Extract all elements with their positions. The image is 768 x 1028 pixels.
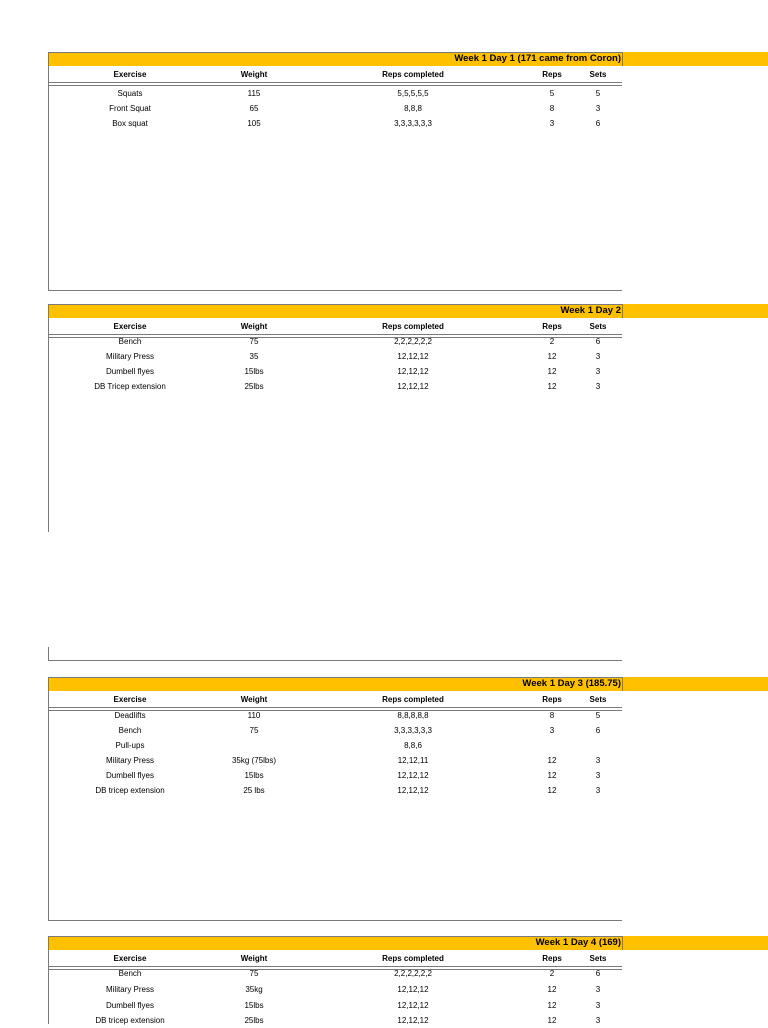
cell-reps-completed: 12,12,12 xyxy=(397,786,429,795)
day-title-bar xyxy=(48,52,768,66)
header-sets: Sets xyxy=(589,322,607,331)
cell-sets: 3 xyxy=(595,104,601,113)
cell-reps: 12 xyxy=(547,367,557,376)
day-title-bar xyxy=(48,304,768,318)
cell-sets: 3 xyxy=(595,786,601,795)
cell-exercise: Box squat xyxy=(112,119,148,128)
header-exercise: Exercise xyxy=(113,70,147,79)
title-edge-divider xyxy=(622,52,623,66)
cell-sets: 6 xyxy=(595,337,601,346)
cell-exercise: Military Press xyxy=(105,352,154,361)
header-sets: Sets xyxy=(589,70,607,79)
cell-reps-completed: 8,8,8,8,8 xyxy=(397,711,429,720)
cell-sets: 3 xyxy=(595,1016,601,1025)
cell-weight: 75 xyxy=(249,969,259,978)
cell-reps: 8 xyxy=(549,104,555,113)
cell-reps: 12 xyxy=(547,1016,557,1025)
cell-weight: 15lbs xyxy=(244,1001,264,1010)
cell-reps-completed: 12,12,12 xyxy=(397,1001,429,1010)
frame-top-border xyxy=(48,936,622,937)
day-title: Week 1 Day 4 (169) xyxy=(535,937,621,948)
cell-reps-completed: 3,3,3,3,3,3 xyxy=(394,726,432,735)
cell-weight: 35kg xyxy=(245,985,263,994)
cell-weight: 25lbs xyxy=(244,382,264,391)
cell-exercise: Military Press xyxy=(105,756,154,765)
day-title: Week 1 Day 2 xyxy=(560,305,621,316)
cell-sets xyxy=(578,738,618,753)
cell-reps: 12 xyxy=(547,771,557,780)
table-row xyxy=(48,116,622,131)
cell-weight: 105 xyxy=(247,119,261,128)
table-row xyxy=(48,982,622,997)
cell-reps: 2 xyxy=(549,969,555,978)
cell-weight: 75 xyxy=(249,726,259,735)
header-sets: Sets xyxy=(589,695,607,704)
cell-exercise: Deadlifts xyxy=(114,711,146,720)
cell-weight: 15lbs xyxy=(244,771,264,780)
title-edge-divider xyxy=(622,304,623,318)
cell-exercise: DB tricep extension xyxy=(95,1016,165,1025)
cell-weight: 115 xyxy=(247,89,261,98)
cell-weight: 15lbs xyxy=(244,367,264,376)
cell-exercise: Bench xyxy=(118,969,142,978)
cell-reps: 12 xyxy=(547,352,557,361)
column-header-row xyxy=(48,951,622,966)
cell-reps-completed: 8,8,6 xyxy=(404,741,422,750)
day-title: Week 1 Day 1 (171 came from Coron) xyxy=(454,53,621,64)
cell-reps-completed: 12,12,12 xyxy=(397,1016,429,1025)
table-row xyxy=(48,349,622,364)
header-weight: Weight xyxy=(240,70,268,79)
cell-reps: 3 xyxy=(549,119,555,128)
cell-sets: 3 xyxy=(595,352,601,361)
cell-weight: 25 lbs xyxy=(243,786,265,795)
cell-reps: 3 xyxy=(549,726,555,735)
cell-sets: 3 xyxy=(595,367,601,376)
header-exercise: Exercise xyxy=(113,695,147,704)
frame-bottom-border xyxy=(48,920,622,921)
cell-reps: 12 xyxy=(547,756,557,765)
cell-exercise: Bench xyxy=(118,337,142,346)
header-reps-completed: Reps completed xyxy=(382,954,444,963)
column-header-row xyxy=(48,67,622,82)
cell-reps: 12 xyxy=(547,985,557,994)
cell-sets: 6 xyxy=(595,119,601,128)
cell-exercise: Bench xyxy=(118,726,142,735)
table-row xyxy=(48,101,622,116)
table-row xyxy=(48,998,622,1013)
table-row xyxy=(48,768,622,783)
day-title-bar xyxy=(48,936,768,950)
cell-weight: 65 xyxy=(249,104,259,113)
cell-weight: 35 xyxy=(249,352,259,361)
title-edge-divider xyxy=(622,677,623,691)
cell-reps-completed: 12,12,12 xyxy=(397,771,429,780)
table-row xyxy=(48,364,622,379)
title-edge-divider xyxy=(622,936,623,950)
cell-reps-completed: 12,12,12 xyxy=(397,367,429,376)
cell-exercise: Military Press xyxy=(105,985,154,994)
cell-reps-completed: 2,2,2,2,2,2 xyxy=(394,337,432,346)
cell-exercise: Squats xyxy=(117,89,143,98)
table-row xyxy=(48,708,622,723)
cell-sets: 5 xyxy=(595,89,601,98)
frame-bottom-border xyxy=(48,290,622,291)
cell-weight xyxy=(212,738,296,753)
cell-reps: 5 xyxy=(549,89,555,98)
cell-sets: 6 xyxy=(595,726,601,735)
header-weight: Weight xyxy=(240,322,268,331)
cell-reps: 12 xyxy=(547,1001,557,1010)
table-row xyxy=(48,738,622,753)
table-row xyxy=(48,723,622,738)
cell-exercise: Pull-ups xyxy=(115,741,145,750)
cell-weight: 75 xyxy=(249,337,259,346)
header-sets: Sets xyxy=(589,954,607,963)
cell-sets: 3 xyxy=(595,771,601,780)
cell-reps-completed: 12,12,12 xyxy=(397,382,429,391)
cell-reps-completed: 2,2,2,2,2,2 xyxy=(394,969,432,978)
header-reps-completed: Reps completed xyxy=(382,322,444,331)
table-row xyxy=(48,753,622,768)
cell-weight: 35kg (75lbs) xyxy=(231,756,277,765)
cell-reps-completed: 12,12,12 xyxy=(397,985,429,994)
day-title-bar xyxy=(48,677,768,691)
cell-exercise: Dumbell flyes xyxy=(105,367,154,376)
cell-reps-completed: 12,12,12 xyxy=(397,352,429,361)
cell-reps xyxy=(526,738,578,753)
cell-weight: 110 xyxy=(247,711,261,720)
frame-top-border xyxy=(48,52,622,53)
cell-reps-completed: 8,8,8 xyxy=(404,104,422,113)
header-reps-completed: Reps completed xyxy=(382,695,444,704)
cell-weight: 25lbs xyxy=(244,1016,264,1025)
header-reps: Reps xyxy=(542,70,562,79)
cell-reps: 12 xyxy=(547,786,557,795)
cell-exercise: DB tricep extension xyxy=(95,786,165,795)
header-exercise: Exercise xyxy=(113,954,147,963)
column-header-row xyxy=(48,692,622,707)
cell-exercise: Front Squat xyxy=(109,104,151,113)
table-row xyxy=(48,334,622,349)
table-row xyxy=(48,783,622,798)
cell-reps-completed: 3,3,3,3,3,3 xyxy=(394,119,432,128)
cell-reps-completed: 5,5,5,5,5 xyxy=(397,89,429,98)
cell-exercise: Dumbell flyes xyxy=(105,1001,154,1010)
cell-sets: 3 xyxy=(595,756,601,765)
page-break-fragment xyxy=(48,647,622,661)
cell-reps: 8 xyxy=(549,711,555,720)
header-reps: Reps xyxy=(542,695,562,704)
day-title: Week 1 Day 3 (185.75) xyxy=(522,678,621,689)
header-weight: Weight xyxy=(240,695,268,704)
header-reps: Reps xyxy=(542,322,562,331)
cell-sets: 3 xyxy=(595,382,601,391)
cell-sets: 6 xyxy=(595,969,601,978)
cell-reps: 12 xyxy=(547,382,557,391)
frame-top-border xyxy=(48,304,622,305)
table-row xyxy=(48,966,622,981)
header-weight: Weight xyxy=(240,954,268,963)
table-row xyxy=(48,86,622,101)
cell-reps: 2 xyxy=(549,337,555,346)
column-header-row xyxy=(48,319,622,334)
cell-exercise: Dumbell flyes xyxy=(105,771,154,780)
table-row xyxy=(48,379,622,394)
cell-sets: 3 xyxy=(595,1001,601,1010)
header-reps: Reps xyxy=(542,954,562,963)
cell-reps-completed: 12,12,11 xyxy=(397,756,429,765)
header-exercise: Exercise xyxy=(113,322,147,331)
cell-sets: 3 xyxy=(595,985,601,994)
cell-exercise: DB Tricep extension xyxy=(94,382,166,391)
table-row xyxy=(48,1013,622,1028)
cell-sets: 5 xyxy=(595,711,601,720)
header-reps-completed: Reps completed xyxy=(382,70,444,79)
frame-top-border xyxy=(48,677,622,678)
